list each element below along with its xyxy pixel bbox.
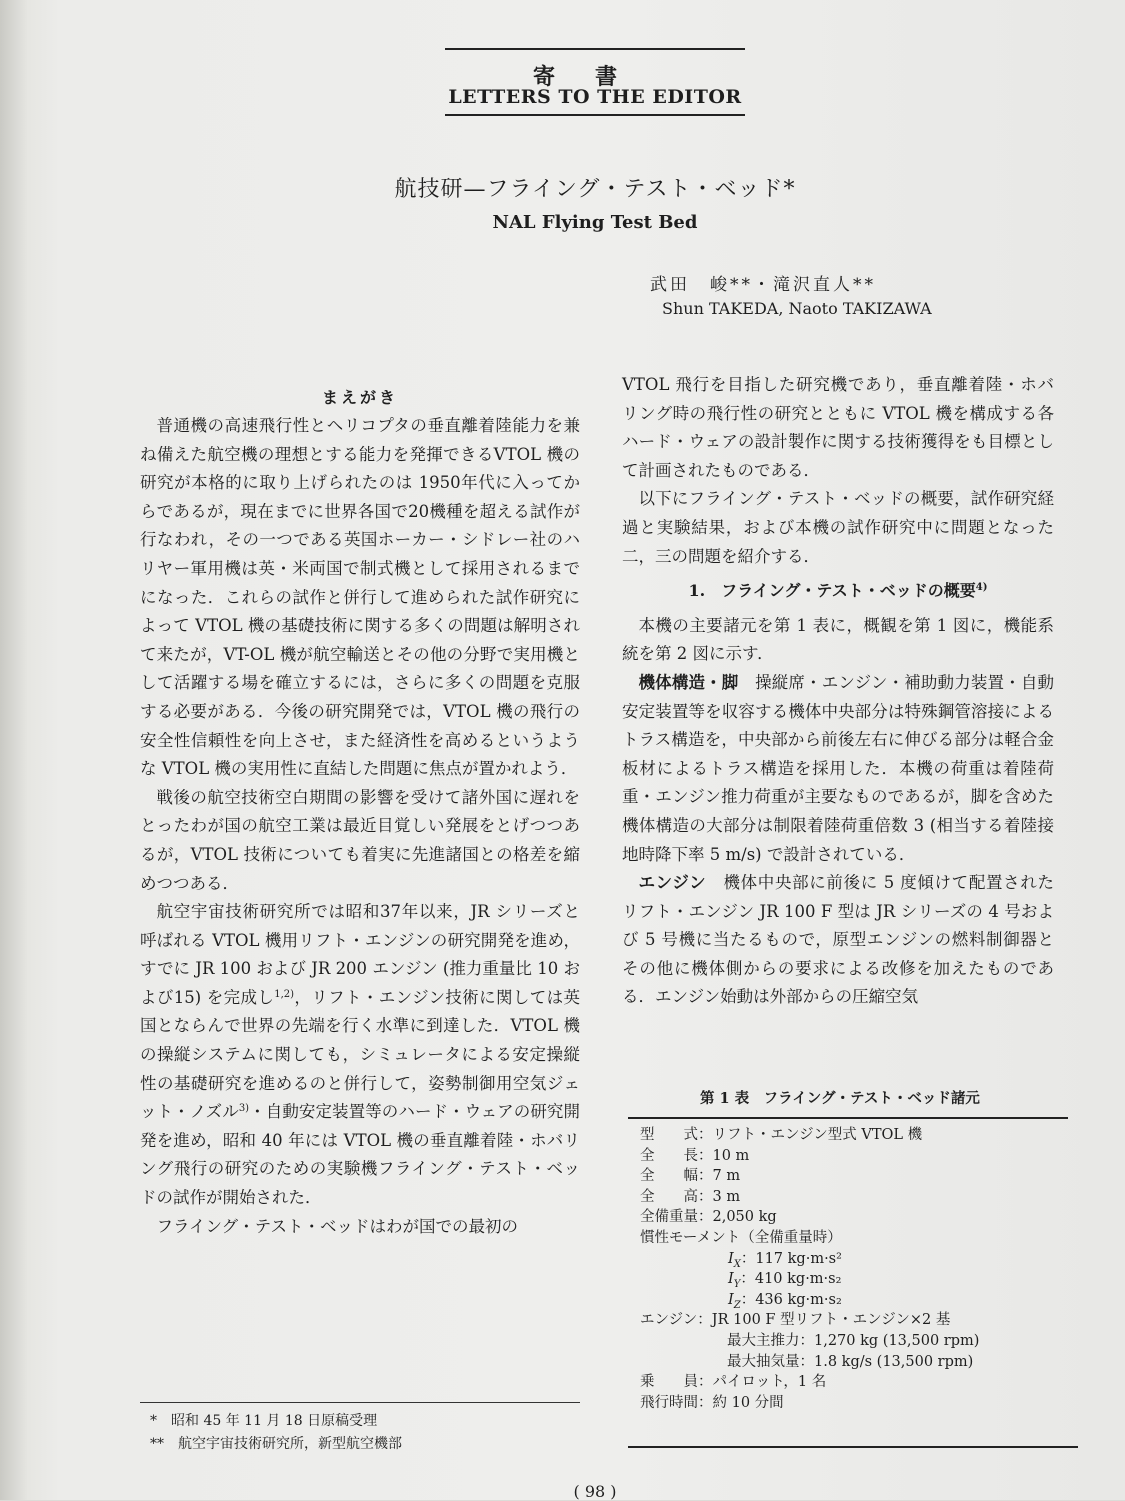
left-paragraph-3 bbox=[140, 898, 580, 1213]
table-row: 慣性モーメント（全備重量時） bbox=[640, 1229, 842, 1246]
left-paragraph-3-b: ，リフト・エンジン技術に関しては英国とならんで世界の先端を行く水準に到達した．VTOL 機の操縦システムに関しても，シミュレータによる安定操縦性の基礎研究を進めるのと併行して，姿勢制御用空気ジェット・ノズル bbox=[140, 987, 580, 1122]
section-title-ja: 寄書 bbox=[532, 64, 657, 90]
inertia-value: 436 kg·m·s₂ bbox=[755, 1291, 842, 1308]
inertia-i-symbol: I bbox=[728, 1250, 734, 1267]
airframe-text: 操縦席・エンジン・補助動力装置・自動安定装置等を収容する機体中央部分は特殊鋼管溶接によるトラス構造を，中央部から前後左右に伸びる部分は軽合金板材によるトラス構造を採用した．本機の荷重は着陸荷重・エンジン推力荷重が主要なものであるが，脚を含めた機体構造の大部分は制限着陸荷重倍数 3 (相当する着陸接地時降下率 5 m/s) で設計されている． bbox=[622, 672, 1054, 864]
table-caption: 第 1 表 フライング・テスト・ベッド諸元 bbox=[700, 1090, 980, 1107]
table-row: 乗 員：パイロット，1 名 bbox=[640, 1374, 827, 1391]
right-column bbox=[622, 371, 1054, 1012]
footnote-2: ** 航空宇宙技術研究所，新型航空機部 bbox=[150, 1436, 402, 1452]
table-row: 全備重量：2,050 kg bbox=[640, 1209, 777, 1226]
article-title-ja: 航技研—フライング・テスト・ベッド* bbox=[394, 177, 796, 202]
airframe-label: 機体構造・脚 bbox=[638, 672, 739, 692]
right-paragraph-5 bbox=[622, 869, 1054, 1012]
table-row: 全 高：3 m bbox=[640, 1188, 741, 1205]
footnote-1: * 昭和 45 年 11 月 18 日原稿受理 bbox=[150, 1413, 378, 1429]
table-row: エンジン：JR 100 F 型リフト・エンジン×2 基 bbox=[640, 1312, 951, 1329]
inertia-value: 117 kg·m·s² bbox=[755, 1250, 842, 1267]
right-paragraph-3: 本機の主要諸元を第 1 表に，概観を第 1 図に，機能系統を第 2 図に示す． bbox=[622, 615, 1054, 664]
engine-label: エンジン bbox=[638, 873, 707, 893]
reference-1-2: 1,2) bbox=[274, 988, 295, 1000]
left-column bbox=[140, 412, 580, 1241]
left-paragraph-2: 戦後の航空技術空白期間の影響を受けて諸外国に遅れをとったわが国の航空工業は最近目覚しい発展をとげつつあるが，VTOL 技術についても着実に先進諸国との格差を縮めつつある． bbox=[140, 787, 580, 893]
table-row: 最大抽気量：1.8 kg/s (13,500 rpm) bbox=[640, 1353, 974, 1370]
table-row: 全 長：10 m bbox=[640, 1147, 750, 1164]
table-row-inertia-z: $I_Z$：436 kg·m·s₂ bbox=[728, 1291, 842, 1311]
section-1-heading bbox=[622, 577, 1054, 606]
spec-table bbox=[640, 1125, 979, 1413]
left-paragraph-3-c: ・自動安定装置等のハード・ウェアの研究開発を進め，昭和 40 年には VTOL 機の垂直離着陸・ホバリング飛行の研究のための実験機フライング・テスト・ベッドの試作が開始された． bbox=[140, 1102, 580, 1208]
header-bottom-rule bbox=[445, 114, 745, 116]
article-title-en: NAL Flying Test Bed bbox=[492, 212, 698, 233]
left-paragraph-3-a: 航空宇宙技術研究所では昭和37年以来，JR シリーズと呼ばれる VTOL 機用リフト・エンジンの研究開発を進め，すでに JR 100 および JR 200 エンジン (推力重量比 10 および15) を完成し bbox=[140, 902, 580, 1007]
table-top-rule bbox=[628, 1117, 1068, 1119]
section-1-heading-text: 1. フライング・テスト・ベッドの概要 bbox=[688, 581, 976, 601]
right-paragraph-2: 以下にフライング・テスト・ベッドの概要，試作研究経過と実験結果，および本機の試作研究中に問題となった二，三の問題を紹介する． bbox=[622, 489, 1054, 566]
table-row-inertia-y: $I_Y$：410 kg·m·s₂ bbox=[728, 1271, 842, 1291]
page-number: ( 98 ) bbox=[573, 1482, 617, 1501]
reference-3: 3) bbox=[238, 1103, 250, 1115]
right-paragraph-1: VTOL 飛行を目指した研究機であり，垂直離着陸・ホバリング時の飛行性の研究とともに VTOL 機を構成する各ハード・ウェアの設計製作に関する技術獲得をも目標として計画されたものである． bbox=[622, 375, 1054, 480]
table-row: 飛行時間：約 10 分間 bbox=[640, 1394, 784, 1411]
authors-ja: 武田 峻**・滝沢直人** bbox=[650, 275, 876, 295]
left-paragraph-1: 普通機の高速飛行性とヘリコプタの垂直離着陸能力を兼ね備えた航空機の理想とする能力を発揮できるVTOL 機の研究が本格的に取り上げられたのは 1950年代に入ってからであるが，現在までに世界各国で20機種を超える試作が行なわれ，その一つである英国ホーカー・シドレー社のハリヤー軍用機は英・米両国で制式機として採用されるまでになった．これらの試作と併行して進められた試作研究によって VTOL 機の基礎技術に関する多くの問題は解明されて来たが，VT-OL 機が航空輸送とその他の分野で実用機として活躍する場を確立するには，さらに多くの問題を克服する必要がある．今後の研究開発では，VTOL 機の飛行の安全性信頼性を向上させ，また経済性を高めるというような VTOL 機の実用性に直結した問題に焦点が置かれよう． bbox=[140, 416, 580, 779]
table-row-inertia-x: $I_X$：117 kg·m·s² bbox=[728, 1250, 842, 1270]
authors-en: Shun TAKEDA, Naoto TAKIZAWA bbox=[662, 299, 932, 318]
engine-text: 機体中央部に前後に 5 度傾けて配置されたリフト・エンジン JR 100 F 型は JR シリーズの 4 号および 5 号機に当たるもので，原型エンジンの燃料制御器とその他に機体側からの要求による改修を加えたものである．エンジン始動は外部からの圧縮空気 bbox=[622, 873, 1054, 1007]
table-row: 全 幅：7 m bbox=[640, 1168, 741, 1185]
header-top-rule bbox=[445, 48, 745, 50]
inertia-i-symbol: I bbox=[728, 1271, 734, 1288]
footnote-rule bbox=[140, 1402, 580, 1403]
inertia-axis: Y bbox=[733, 1279, 741, 1291]
table-row: 最大主推力：1,270 kg (13,500 rpm) bbox=[640, 1332, 980, 1349]
table-row: 型 式：リフト・エンジン型式 VTOL 機 bbox=[640, 1127, 923, 1143]
preface-heading: まえがき bbox=[321, 388, 398, 407]
inertia-axis: X bbox=[733, 1258, 741, 1270]
left-paragraph-4: フライング・テスト・ベッドはわが国での最初の bbox=[156, 1216, 519, 1236]
right-paragraph-4 bbox=[622, 669, 1054, 869]
inertia-i-symbol: I bbox=[728, 1291, 734, 1308]
inertia-value: 410 kg·m·s₂ bbox=[754, 1271, 842, 1288]
table-bottom-rule bbox=[628, 1446, 1078, 1448]
section-title-en: LETTERS TO THE EDITOR bbox=[448, 86, 742, 108]
inertia-axis: Z bbox=[733, 1299, 741, 1311]
section-1-reference: 4) bbox=[975, 582, 988, 594]
